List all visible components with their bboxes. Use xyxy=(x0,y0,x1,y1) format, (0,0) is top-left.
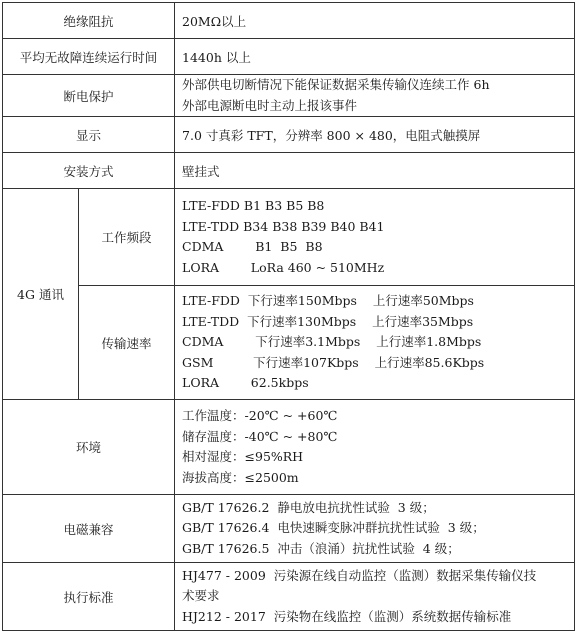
row-display xyxy=(3,117,575,153)
insulation-label: 绝缘阻抗 xyxy=(3,3,175,39)
standards-line: HJ477 - 2009 污染源在线自动监控（监测）数据采集传输仪技 xyxy=(182,567,537,583)
power-protection-label: 断电保护 xyxy=(3,75,175,117)
environment-value xyxy=(175,400,575,495)
rate-label: 传输速率 xyxy=(79,286,175,400)
emc-line: GB/T 17626.4 电快速瞬变脉冲群抗扰性试验 3 级； xyxy=(182,520,485,536)
mtbf-label: 平均无故障连续运行时间 xyxy=(3,39,175,75)
row-emc xyxy=(3,495,575,563)
row-comm-bands xyxy=(3,189,575,286)
spec-table xyxy=(2,2,575,631)
bands-line: LORA LoRa 460 ~ 510MHz xyxy=(182,259,385,275)
row-environment xyxy=(3,400,575,495)
mounting-label: 安装方式 xyxy=(3,153,175,189)
environment-line: 海拔高度：≤2500m xyxy=(182,469,299,485)
power-protection-line: 外部电源断电时主动上报该事件 xyxy=(182,97,358,113)
bands-line: LTE-FDD B1 B3 B5 B8 xyxy=(182,198,325,213)
environment-line: 相对湿度：≤95%RH xyxy=(182,449,304,464)
row-comm-rate xyxy=(3,286,575,400)
comm-label: 4G 通讯 xyxy=(3,189,79,400)
rate-line: GSM 下行速率107Kbps 上行速率85.6Kbps xyxy=(182,354,485,370)
rate-line: CDMA 下行速率3.1Mbps 上行速率1.8Mbps xyxy=(182,334,482,350)
standards-value xyxy=(175,563,575,631)
row-standards xyxy=(3,563,575,631)
row-power-protection xyxy=(3,75,575,117)
standards-line: 术要求 xyxy=(182,588,220,604)
row-mtbf xyxy=(3,39,575,75)
power-protection-line: 外部供电切断情况下能保证数据采集传输仪连续工作 6h xyxy=(182,77,490,92)
display-value: 7.0 寸真彩 TFT，分辨率 800 × 480，电阻式触摸屏 xyxy=(175,117,575,153)
environment-line: 储存温度：-40℃ ~ +80℃ xyxy=(182,428,338,444)
row-insulation xyxy=(3,3,575,39)
emc-line: GB/T 17626.5 冲击（浪涌）抗扰性试验 4 级； xyxy=(182,540,460,556)
rate-line: LORA 62.5kbps xyxy=(182,375,309,391)
power-protection-value xyxy=(175,75,575,117)
mounting-value: 壁挂式 xyxy=(175,153,575,189)
bands-line: LTE-TDD B34 B38 B39 B40 B41 xyxy=(182,218,385,234)
standards-label: 执行标准 xyxy=(3,563,175,631)
bands-line: CDMA B1 B5 B8 xyxy=(182,239,323,254)
rate-line: LTE-TDD 下行速率130Mbps 上行速率35Mbps xyxy=(182,313,474,329)
standards-line: HJ212 - 2017 污染物在线监控（监测）系统数据传输标准 xyxy=(182,608,512,624)
bands-label: 工作频段 xyxy=(79,189,175,286)
rate-line: LTE-FDD 下行速率150Mbps 上行速率50Mbps xyxy=(182,293,474,309)
rate-value xyxy=(175,286,575,400)
environment-label: 环境 xyxy=(3,400,175,495)
environment-line: 工作温度：-20℃ ~ +60℃ xyxy=(182,408,338,423)
bands-value xyxy=(175,189,575,286)
emc-label: 电磁兼容 xyxy=(3,495,175,563)
display-label: 显示 xyxy=(3,117,175,153)
mtbf-value: 1440h 以上 xyxy=(175,39,575,75)
insulation-value: 20MΩ以上 xyxy=(175,3,575,39)
emc-line: GB/T 17626.2 静电放电抗扰性试验 3 级； xyxy=(182,499,435,515)
row-mounting xyxy=(3,153,575,189)
emc-value xyxy=(175,495,575,563)
